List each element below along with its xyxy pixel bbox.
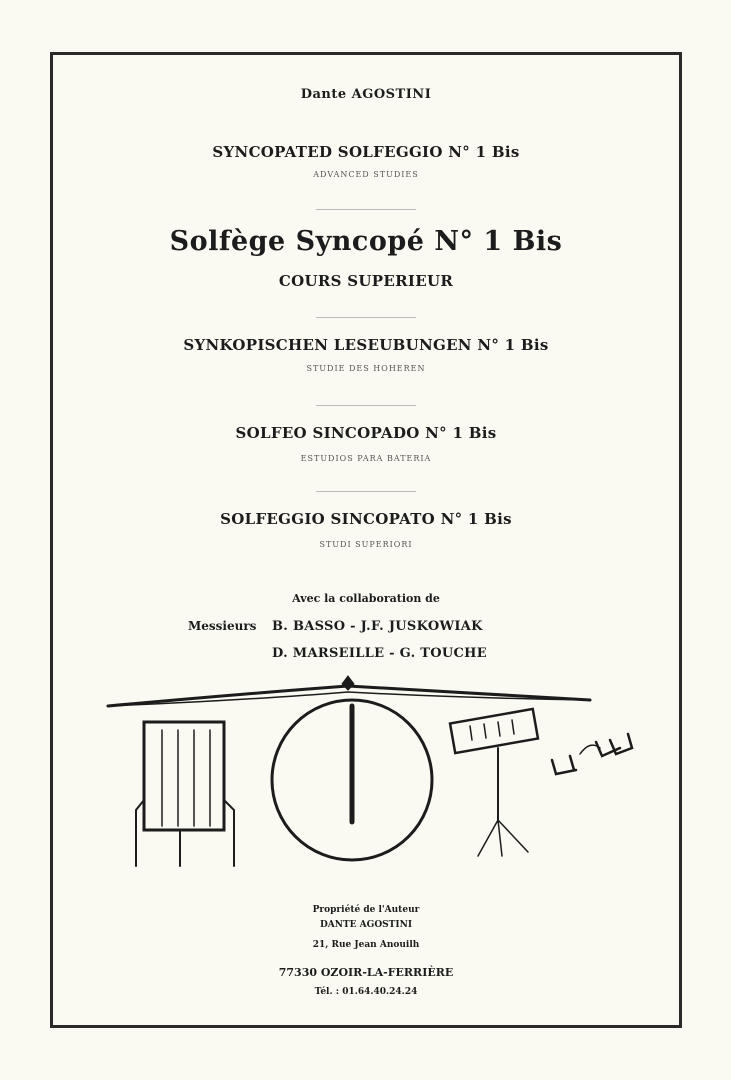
subtitle-spanish: ESTUDIOS PARA BATERIA xyxy=(300,454,432,463)
pedal xyxy=(596,734,632,756)
pedal xyxy=(552,756,576,774)
snare-drum xyxy=(144,722,224,830)
divider xyxy=(316,405,416,406)
author-name: Dante AGOSTINI xyxy=(300,87,432,102)
title-german: SYNKOPISCHEN LESEUBUNGEN N° 1 Bis xyxy=(183,336,549,354)
divider xyxy=(316,209,416,210)
publisher-line-4: 77330 OZOIR-LA-FERRIÈRE xyxy=(278,966,454,979)
publisher-line-2: DANTE AGOSTINI xyxy=(319,920,413,930)
cymbal-bell xyxy=(342,676,354,690)
collaborators-line-1: B. BASSO - J.F. JUSKOWIAK xyxy=(272,619,483,634)
title-italian: SOLFEGGIO SINCOPATO N° 1 Bis xyxy=(220,510,512,528)
collaborators-line-2: D. MARSEILLE - G. TOUCHE xyxy=(272,646,487,661)
publisher-line-3: 21, Rue Jean Anouilh xyxy=(312,940,420,950)
subtitle-italian: STUDI SUPERIORI xyxy=(319,540,413,549)
divider xyxy=(316,317,416,318)
title-french: Solfège Syncopé N° 1 Bis xyxy=(169,226,563,257)
publisher-line-5: Tél. : 01.64.40.24.24 xyxy=(314,987,418,997)
subtitle-french: COURS SUPERIEUR xyxy=(278,272,454,290)
collaborators-prefix: Messieurs xyxy=(188,619,257,633)
title-spanish: SOLFEO SINCOPADO N° 1 Bis xyxy=(235,424,497,442)
divider xyxy=(316,491,416,492)
music-stand xyxy=(450,709,538,753)
drum-kit-illustration xyxy=(100,670,640,880)
collaboration-intro: Avec la collaboration de xyxy=(292,592,440,605)
subtitle-english: ADVANCED STUDIES xyxy=(313,170,419,179)
publisher-line-1: Propriété de l'Auteur xyxy=(312,905,420,915)
title-english: SYNCOPATED SOLFEGGIO N° 1 Bis xyxy=(212,143,520,161)
subtitle-german: STUDIE DES HOHEREN xyxy=(306,364,426,373)
